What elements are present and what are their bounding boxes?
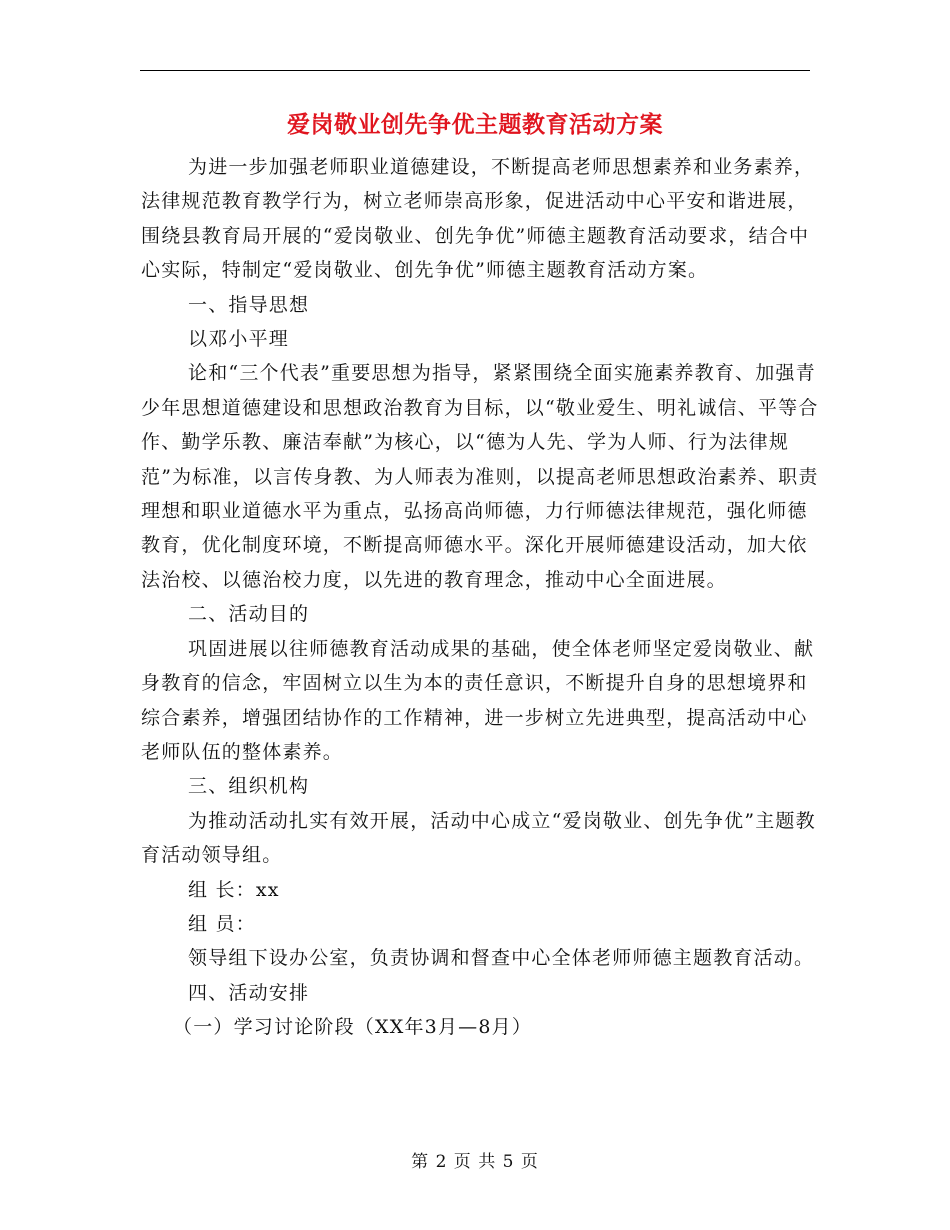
section3-paragraph: 为推动活动扎实有效开展，活动中心成立“爱岗敬业、创先争优”主题教育活动领导组。 (141, 809, 816, 867)
section2-heading: 二、活动目的 (188, 603, 310, 626)
document-title: 爱岗敬业创先争优主题教育活动方案 (287, 111, 663, 138)
page-footer: 第 2 页 共 5 页 (411, 1152, 539, 1172)
section2-paragraph: 巩固进展以往师德教育活动成果的基础，使全体老师坚定爱岗敬业、献身教育的信念，牢固树立以生为本的责任意识，不断提升自身的思想境界和综合素养，增强团结协作的工作精神，进一步树立先进典型，提高活动中心老师队伍的整体素养。 (141, 637, 815, 763)
office-paragraph: 领导组下设办公室，负责协调和督查中心全体老师师德主题教育活动。 (188, 947, 815, 970)
intro-paragraph: 为进一步加强老师职业道德建设，不断提高老师思想素养和业务素养，法律规范教育教学行为，树立老师崇高形象，促进活动中心平安和谐进展，围绕县教育局开展的“爱岗敬业、创先争优”师德主题教育活动要求，结合中心实际，特制定“爱岗敬业、创先争优”师德主题教育活动方案。 (141, 156, 815, 282)
section1-first-line: 以邓小平理 (188, 328, 290, 351)
section1-heading: 一、指导思想 (188, 293, 310, 316)
section3-heading: 三、组织机构 (188, 775, 310, 798)
leader-line: 组 长：xx (188, 878, 280, 901)
member-line: 组 员： (188, 912, 256, 935)
section4-heading: 四、活动安排 (188, 981, 310, 1004)
header-rule (140, 70, 810, 71)
document-body (141, 150, 821, 1045)
section1-paragraph: 论和“三个代表”重要思想为指导，紧紧围绕全面实施素养教育、加强青少年思想道德建设和思想政治教育为目标，以“敬业爱生、明礼诚信、平等合作、勤学乐教、廉洁奉献”为核心，以“德为人先、学为人师、行为法律规范”为标准，以言传身教、为人师表为准则，以提高老师思想政治素养、职责理想和职业道德水平为重点，弘扬高尚师德，力行师德法律规范，强化师德教育，优化制度环境，不断提高师德水平。深化开展师德建设活动，加大依法治校、以德治校力度，以先进的教育理念，推动中心全面进展。 (141, 362, 819, 591)
stage1-line: （一）学习讨论阶段（XX年3月—8月） (173, 1016, 533, 1039)
